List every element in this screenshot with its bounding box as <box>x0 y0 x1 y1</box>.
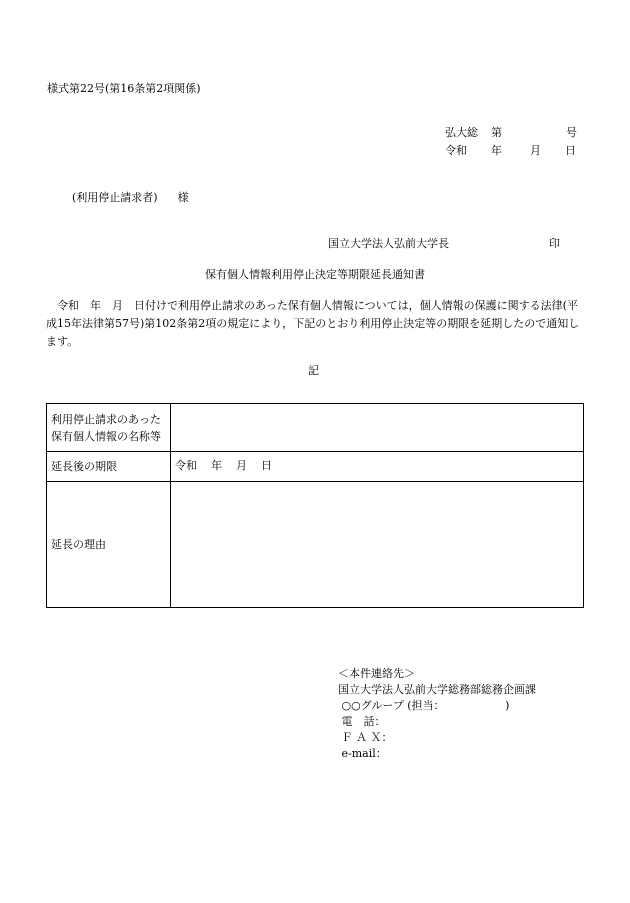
addressee-honorific: 様 <box>177 191 189 204</box>
ki-heading: 記 <box>308 364 319 377</box>
info-table <box>46 403 584 608</box>
info-name-label-line1: 利用停止請求のあった <box>51 412 161 426</box>
body-text: 令和 年 月 日付けで利用停止請求のあった保有個人情報については，個人情報の保護に関する法律(平成15年法律第57号)第102条第2項の規定により，下記のとおり利用停止決定等の期限を延期したので通知します。 <box>46 299 580 348</box>
contact-heading: ＜本件連絡先＞ <box>338 667 415 680</box>
reference-block <box>445 125 577 161</box>
seal-mark: 印 <box>549 237 560 250</box>
date-era: 令和 <box>445 144 467 157</box>
table-row <box>47 452 584 482</box>
table-row <box>47 482 584 608</box>
table-row <box>47 404 584 452</box>
info-name-label-line2: 保有個人情報の名称等 <box>51 429 161 443</box>
contact-email: e-mail： <box>338 747 387 760</box>
reference-number-row <box>445 125 577 143</box>
contact-group: ○○グループ (担当： ) <box>338 699 510 712</box>
info-name-value <box>171 404 584 452</box>
form-number: 様式第22号(第16条第2項関係) <box>47 82 201 95</box>
deadline-value <box>171 452 584 482</box>
reason-label: 延長の理由 <box>47 482 171 608</box>
contact-fax: Ｆ Ａ Ｘ： <box>338 731 393 744</box>
contact-phone: 電 話： <box>338 715 386 728</box>
dai-label: 第 <box>491 126 502 139</box>
document-title: 保有個人情報利用停止決定等期限延長通知書 <box>205 268 425 281</box>
info-name-label <box>47 404 171 452</box>
contact-block <box>338 666 536 762</box>
deadline-day: 日 <box>261 459 272 473</box>
deadline-label: 延長後の期限 <box>47 452 171 482</box>
sender-name: 国立大学法人弘前大学長 <box>328 237 449 250</box>
addressee-name: (利用停止請求者) <box>72 191 158 204</box>
go-label: 号 <box>566 126 577 139</box>
deadline-year: 年 <box>211 459 222 473</box>
deadline-month: 月 <box>236 459 247 473</box>
date-day: 日 <box>565 144 576 157</box>
addressee <box>72 190 189 207</box>
reference-date-row <box>445 143 577 161</box>
date-year: 年 <box>491 144 502 157</box>
contact-department: 国立大学法人弘前大学総務部総務企画課 <box>338 683 536 696</box>
reason-value <box>171 482 584 608</box>
office-code: 弘大総 <box>445 126 478 139</box>
deadline-era: 令和 <box>175 459 197 473</box>
date-month: 月 <box>530 144 541 157</box>
